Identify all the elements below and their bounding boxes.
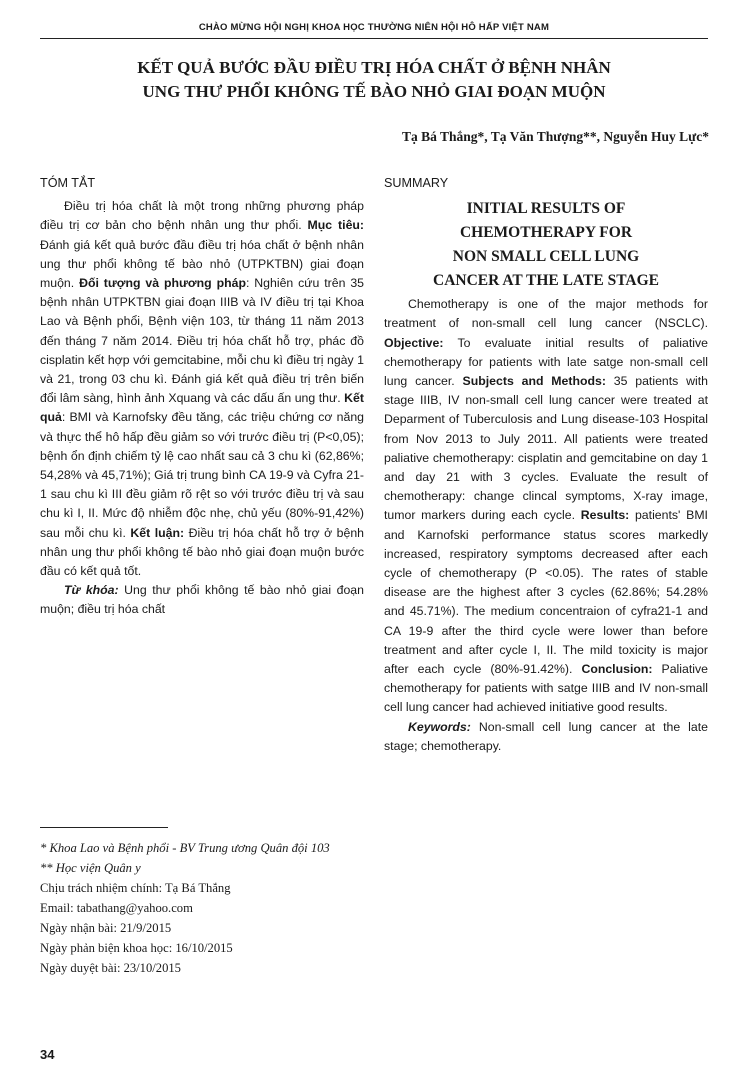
abstract-english [384, 174, 708, 756]
abstract-en-title-line-1: INITIAL RESULTS OF [466, 200, 626, 218]
abstract-en-objective: To evaluate initial results of paliative chemotherapy for patients with late satge non-small cell lung cancer. [384, 335, 708, 389]
abstract-vi-objective-label: Mục tiêu: [307, 218, 365, 233]
abstract-vi-conclusion-label: Kết luận: [130, 525, 185, 540]
abstract-en-conclusion: Paliative chemotherapy for patients with satge IIIB and IV non-small cell lung cancer had achieved initiative good results. [384, 662, 708, 715]
article-title [60, 56, 688, 104]
footnote-affiliation-2: ** Học viện Quân y [40, 861, 141, 875]
abstract-en-title-line-4: CANCER AT THE LATE STAGE [433, 272, 659, 290]
running-header: CHÀO MỪNG HỘI NGHỊ KHOA HỌC THƯỜNG NIÊN HỘI HÔ HẤP VIỆT NAM [198, 22, 550, 33]
abstract-en-keywords-text: Non-small cell lung cancer at the late stage; chemotherapy. [384, 719, 708, 753]
abstract-en-body [384, 295, 708, 717]
abstract-vi-keywords-label: Từ khóa: [64, 583, 119, 598]
author-list: Tạ Bá Thắng*, Tạ Văn Thượng**, Nguyễn Huy Lực* [401, 129, 709, 144]
abstract-vi-results-label: Kết quả [40, 391, 364, 425]
footnote-affiliation-1: * Khoa Lao và Bệnh phổi - BV Trung ương Quân đội 103 [40, 841, 330, 855]
abstract-vi-methods-label: Đối tượng và phương pháp [79, 276, 246, 291]
abstract-vi-intro: Điều trị hóa chất là một trong những phương pháp điều trị cơ bản cho bệnh nhân ung thư phổi. [40, 199, 364, 233]
abstract-en-objective-label: Objective: [384, 335, 444, 350]
header-divider [40, 38, 708, 39]
abstract-vi-heading: TÓM TẮT [40, 176, 96, 190]
abstract-vi-keywords-text: Ung thư phổi không tế bào nhỏ giai đoạn muộn; điều trị hóa chất [40, 583, 364, 617]
abstract-en-title [384, 197, 708, 293]
abstract-en-keywords [384, 718, 708, 756]
footnotes [40, 838, 370, 978]
abstract-en-heading: SUMMARY [384, 176, 449, 190]
footnote-review-date: Ngày phản biện khoa học: 16/10/2015 [40, 941, 233, 955]
abstract-en-results-label: Results: [580, 508, 630, 523]
article-title-line-2: UNG THƯ PHỔI KHÔNG TẾ BÀO NHỎ GIAI ĐOẠN MUỘN [142, 82, 606, 101]
abstract-en-keywords-label: Keywords: [408, 719, 471, 734]
abstract-en-methods-label: Subjects and Methods: [462, 374, 606, 389]
abstract-vietnamese [40, 174, 364, 620]
abstract-en-intro: Chemotherapy is one of the major methods for treatment of non-small cell lung cancer (NSCLC). [384, 297, 708, 331]
footnote-responsible-author: Chịu trách nhiệm chính: Tạ Bá Thắng [40, 881, 231, 895]
abstract-en-methods: 35 patients with stage IIIB, IV non-small cell lung cancer were treated at Deparment of Tuberculosis and Lung disease-103 Hospital from Nov 2013 to July 2011. All patients were treated paliative chemotherapy: cisplatin and gemcitabine on day 1 and day 21 with 3 cycles. Evaluate the result of chemotherapy: change clincal symptoms, X-ray image, tumor markers during each cycle. [384, 374, 709, 523]
footnote-received-date: Ngày nhận bài: 21/9/2015 [40, 921, 172, 935]
abstract-vi-methods: : Nghiên cứu trên 35 bệnh nhân UTPKTBN giai đoạn IIIB và IV điều trị tại Khoa Lao và Bệnh phổi, Bệnh viện 103, từ tháng 11 năm 2013 đến tháng 7 năm 2014. Điều trị hóa chất hỗ trợ, phác đồ cisplatin kết hợp với gemcitabine, mỗi chu kì điều trị ngày 1 và 21, trong 03 chu kì. Đánh giá kết quả điều trị trên biến đổi lâm sàng, hình ảnh Xquang và các dấu ấn ung thư. [40, 276, 365, 406]
abstract-en-title-line-2: CHEMOTHERAPY FOR [459, 224, 633, 242]
footnote-divider [40, 827, 168, 828]
abstract-en-results: patients' BMI and Karnofski performance status scores markedly increased, respiratory symptoms decreased after each cycle of chemotherapy (P <0.05). The rates of stable disease are the highest after 3 cycles (62.86%; 54.28% and 45.71%). The medium concentraion of cyfra21-1 and CA 19-9 after the third cycle were lower than before treatment and after cycle I, II. The mild toxicity is major after each cycle (80%-91.42%). [384, 508, 708, 677]
abstract-vi-conclusion: Điều trị hóa chất hỗ trợ ở bệnh nhân ung thư phổi không tế bào nhỏ giai đoạn muộn bước đầu có kết quả tốt. [40, 525, 364, 579]
abstract-en-conclusion-label: Conclusion: [581, 662, 653, 677]
page-number: 34 [40, 1047, 55, 1062]
abstract-vi-body [40, 197, 364, 581]
footnote-email: Email: tabathang@yahoo.com [40, 901, 193, 915]
abstract-en-title-line-3: NON SMALL CELL LUNG [452, 248, 640, 266]
abstract-vi-results: : BMI và Karnofsky đều tăng, các triệu chứng cơ năng và thực thể hô hấp đều giảm so với trước điều trị (P<0,05); bệnh ổn định chiếm tỷ lệ cao nhất sau cả 3 chu kì (62,86%; 54,28% và 45,71%); Giá trị trung bình CA 19-9 và Cyfra 21-1 sau chu kì III đều giảm rõ rệt so với trước điều trị và sau chu kì I, II. Mức độ nhiễm độc nhẹ, chủ yếu (80%-91,42%) sau mỗi chu kì. [40, 410, 364, 540]
abstract-vi-objective: Đánh giá kết quả bước đầu điều trị hóa chất ở bệnh nhân ung thư phổi không tế bào nhỏ (UTPKTBN) giai đoạn muộn. [40, 237, 364, 291]
footnote-approval-date: Ngày duyệt bài: 23/10/2015 [40, 961, 181, 975]
abstract-vi-keywords [40, 581, 364, 619]
article-title-line-1: KẾT QUẢ BƯỚC ĐẦU ĐIỀU TRỊ HÓA CHẤT Ở BỆNH NHÂN [137, 58, 611, 77]
